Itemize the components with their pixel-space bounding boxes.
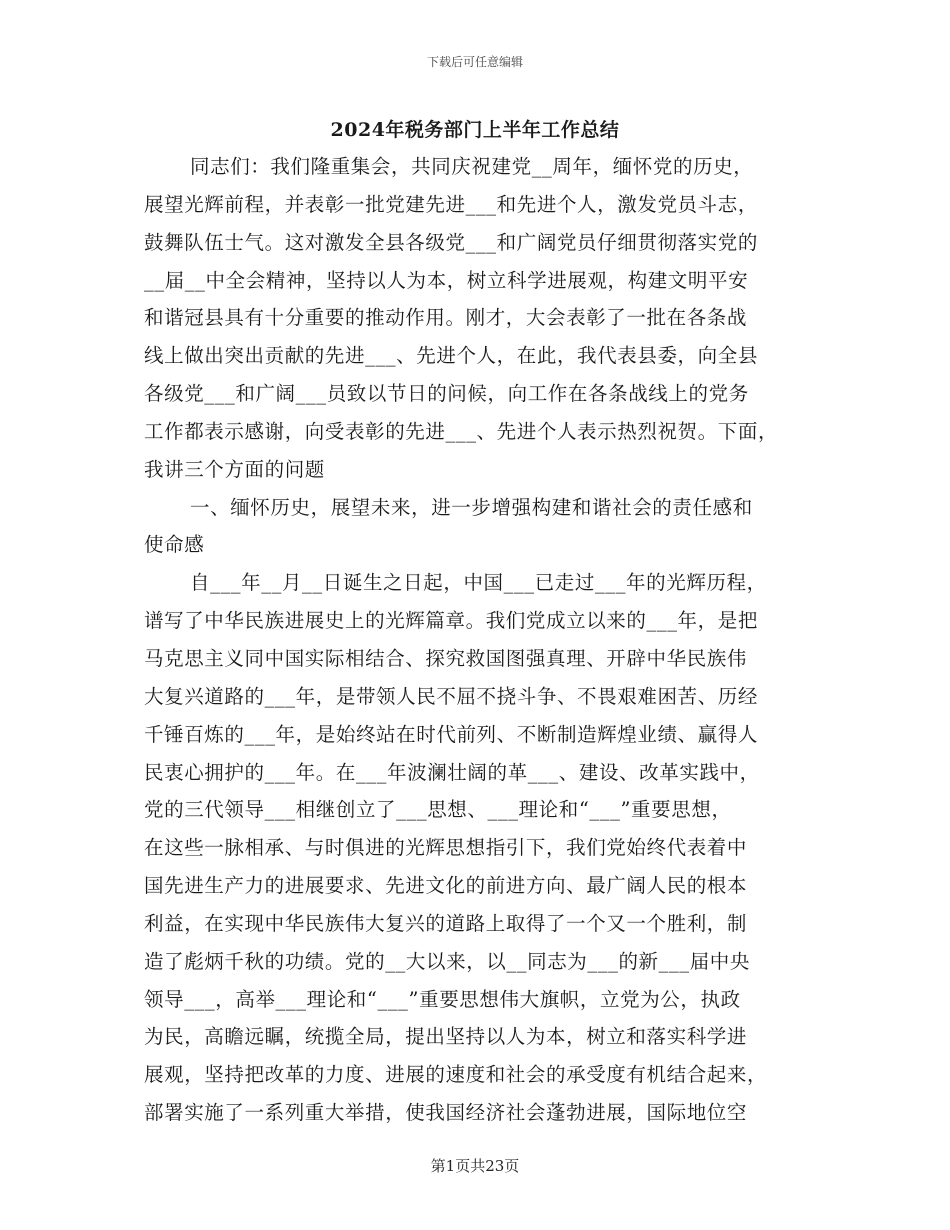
body-line: 同志们：我们隆重集会，共同庆祝建党__周年，缅怀党的历史，	[190, 155, 754, 178]
body-line: 部署实施了一系列重大举措，使我国经济社会蓬勃进展，国际地位空	[144, 1101, 748, 1125]
section-heading-line: 一、缅怀历史，展望未来，进一步增强构建和谐社会的责任感和	[190, 495, 753, 519]
document-body	[144, 148, 824, 1132]
body-line: 为民，高瞻远瞩，统揽全局，提出坚持以人为本，树立和落实科学进	[144, 1025, 748, 1049]
body-line: 展观，坚持把改革的力度、进展的速度和社会的承受度有机结合起来，	[144, 1063, 768, 1087]
section-heading-line: 使命感	[144, 533, 205, 557]
body-line: __届__中全会精神，坚持以人为本，树立科学进展观，构建文明平安	[144, 268, 749, 292]
body-line: 和谐冠县具有十分重要的推动作用。刚才，大会表彰了一批在各条战	[144, 306, 748, 330]
body-line: 马克思主义同中国实际相结合、探究救国图强真理、开辟中华民族伟	[144, 646, 748, 670]
body-line: 大复兴道路的___年，是带领人民不屈不挠斗争、不畏艰难困苦、历经	[144, 684, 758, 708]
body-line: 利益，在实现中华民族伟大复兴的道路上取得了一个又一个胜利，制	[144, 911, 748, 935]
body-line: 各级党___和广阔___员致以节日的问候，向工作在各条战线上的党务	[144, 382, 749, 406]
body-line: 国先进生产力的进展要求、先进文化的前进方向、最广阔人民的根本	[144, 874, 748, 898]
body-line: 党的三代领导___相继创立了___思想、___理论和“___”重要思想，	[144, 798, 732, 822]
body-line: 千锤百炼的___年，是始终站在时代前列、不断制造辉煌业绩、赢得人	[144, 722, 758, 746]
body-line: 自___年__月__日诞生之日起，中国___已走过___年的光辉历程，	[190, 571, 767, 595]
document-title: 2024年税务部门上半年工作总结	[330, 119, 620, 141]
body-line: 在这些一脉相承、与时俱进的光辉思想指引下，我们党始终代表着中	[144, 836, 748, 860]
body-line: 线上做出突出贡献的先进___、先进个人，在此，我代表县委，向全县	[144, 344, 758, 368]
body-line: 谱写了中华民族进展史上的光辉篇章。我们党成立以来的___年，是把	[144, 609, 758, 633]
body-line: 展望光辉前程，并表彰一批党建先进___和先进个人，激发党员斗志，	[144, 192, 758, 216]
body-line: 我讲三个方面的问题	[144, 457, 325, 481]
body-line: 造了彪炳千秋的功绩。党的__大以来，以__同志为___的新___届中央	[144, 949, 751, 973]
body-line: 鼓舞队伍士气。这对激发全县各级党___和广阔党员仔细贯彻落实党的	[144, 230, 758, 254]
body-line: 民衷心拥护的___年。在___年波澜壮阔的革___、建设、改革实践中，	[144, 760, 760, 784]
body-line: 工作都表示感谢，向受表彰的先进___、先进个人表示热烈祝贺。下面，	[144, 419, 779, 443]
page-number-footer: 第1页共23页	[430, 1157, 520, 1175]
body-line: 领导___，高举___理论和“___”重要思想伟大旗帜，立党为公，执政	[144, 987, 741, 1011]
header-note: 下载后可任意编辑	[426, 55, 523, 69]
